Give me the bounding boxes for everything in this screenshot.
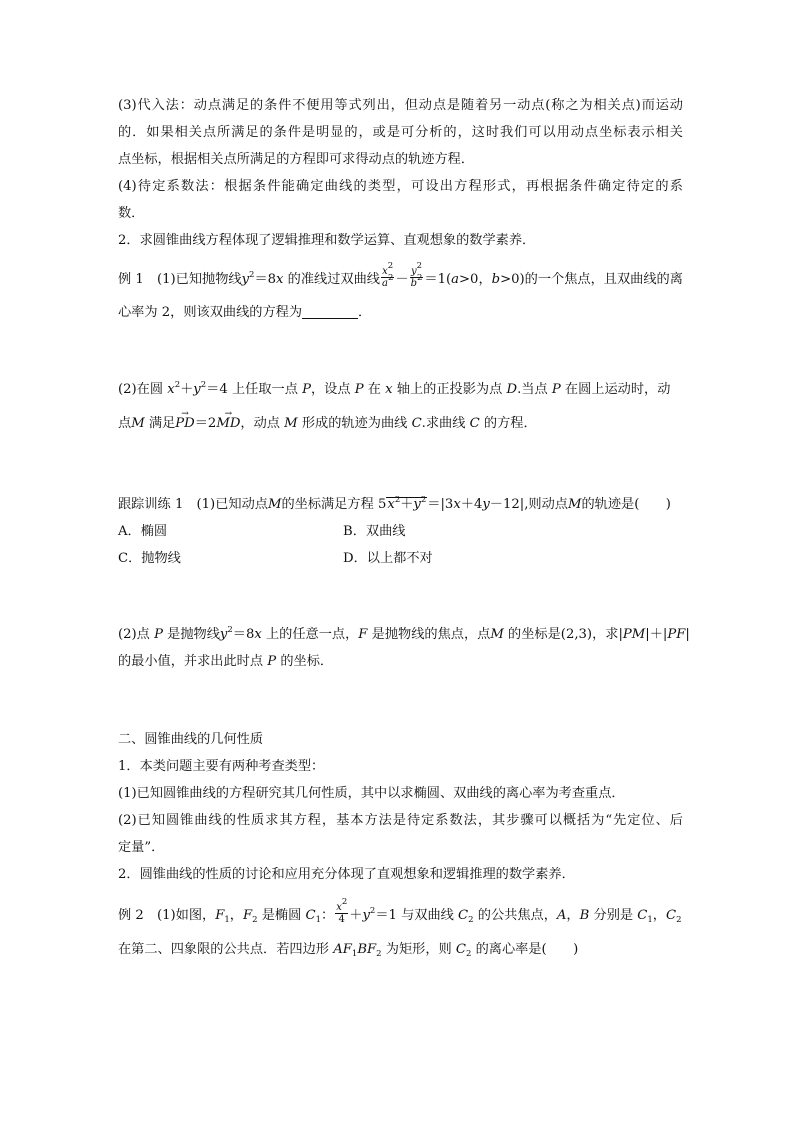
example1-part1-line2: 心率为 2，则该双曲线的方程为 ． bbox=[118, 305, 372, 320]
example1-part2-line1: (2)在圆 $x^2+y^2=4$ 上任取一点 P，设点 P 在 x 轴上的正投影为点 D.当点 P 在圆上运动时，动 bbox=[118, 380, 671, 397]
fraction-x2-4: $\frac{x^2}{4}$ bbox=[336, 897, 348, 925]
option-d[interactable]: D．以上都不对 bbox=[343, 551, 433, 566]
example1-part1-line1: 例 1 (1)已知抛物线$y^2=8x$ 的准线过双曲线 $\frac{x^2}{a^2}$ － $\frac{y^2}{b^2}$ ＝1(a>0，b>0)的一个焦点，且双曲线的离 bbox=[118, 261, 683, 289]
tracking1-question: 跟踪训练 1 (1)已知动点M的坐标满足方程 $5x^2+y^2=|3x+4y-12|$,则动点M的轨迹是( ) bbox=[118, 495, 671, 512]
fraction-y2-b2: $\frac{y^2}{b^2}$ bbox=[410, 261, 423, 289]
paragraph-substitution-1: (3)代入法：动点满足的条件不便用等式列出，但动点是随着另一动点(称之为相关点)而运动 bbox=[118, 98, 683, 113]
paragraph-substitution-3: 点坐标，根据相关点所满足的方程即可求得动点的轨迹方程． bbox=[118, 152, 475, 167]
tracking1-part2-line2: 的最小值，并求出此时点 P 的坐标． bbox=[118, 654, 334, 669]
section2-p4: 2．圆锥曲线的性质的讨论和应用充分体现了直观想象和逻辑推理的数学素养． bbox=[118, 867, 575, 882]
fraction-x2-a2: $\frac{x^2}{a^2}$ bbox=[381, 261, 394, 289]
vector-pd: → PD bbox=[175, 414, 194, 434]
section2-p3a: (2)已知圆锥曲线的性质求其方程，基本方法是待定系数法，其步骤可以概括为“先定位、后 bbox=[118, 813, 683, 828]
option-b[interactable]: B．双曲线 bbox=[343, 524, 406, 539]
example2-line2: 在第二、四象限的公共点．若四边形 $AF_1BF_2$ 为矩形，则 $C_2$ 的离心率是( ) bbox=[118, 942, 579, 959]
answer-blank[interactable] bbox=[302, 304, 358, 319]
example2-line1: 例 2 (1)如图，$F_1$，$F_2$ 是椭圆 $C_1$： $\frac{x^2}{4}$ $+y^2=1$ 与双曲线 $C_2$ 的公共焦点，A，B 分别是 $C_1$，$C_2$ bbox=[118, 897, 682, 925]
section2-p2: (1)已知圆锥曲线的方程研究其几何性质，其中以求椭圆、双曲线的离心率为考查重点． bbox=[118, 786, 625, 801]
paragraph-undetermined-1: (4)待定系数法：根据条件能确定曲线的类型，可设出方程形式，再根据条件确定待定的系 bbox=[118, 179, 683, 194]
option-a[interactable]: A．椭圆 bbox=[118, 524, 168, 539]
paragraph-substitution-2: 的．如果相关点所满足的条件是明显的，或是可分析的，这时我们可以用动点坐标表示相关 bbox=[118, 125, 683, 140]
section2-p1: 1．本类问题主要有两种考查类型： bbox=[118, 759, 325, 774]
tracking1-part2-line1: (2)点 P 是抛物线$y^2=8x$ 上的任意一点，F 是抛物线的焦点，点M 的坐标是(2,3)，求|PM|＋|PF| bbox=[118, 625, 690, 642]
option-c[interactable]: C．抛物线 bbox=[118, 551, 181, 566]
sqrt-expression: $x^2+y^2$ bbox=[387, 495, 427, 512]
section2-p3b: 定量”． bbox=[118, 840, 165, 855]
vector-md: → MD bbox=[216, 414, 240, 434]
example1-part2-line2: 点M 满足→ PD＝2→ MD，动点 M 形成的轨迹为曲线 C.求曲线 C 的方程． bbox=[118, 414, 683, 434]
paragraph-literacy: 2．求圆锥曲线方程体现了逻辑推理和数学运算、直观想象的数学素养． bbox=[118, 233, 536, 248]
paragraph-undetermined-2: 数． bbox=[118, 206, 145, 221]
section2-title: 二、圆锥曲线的几何性质 bbox=[118, 732, 264, 747]
